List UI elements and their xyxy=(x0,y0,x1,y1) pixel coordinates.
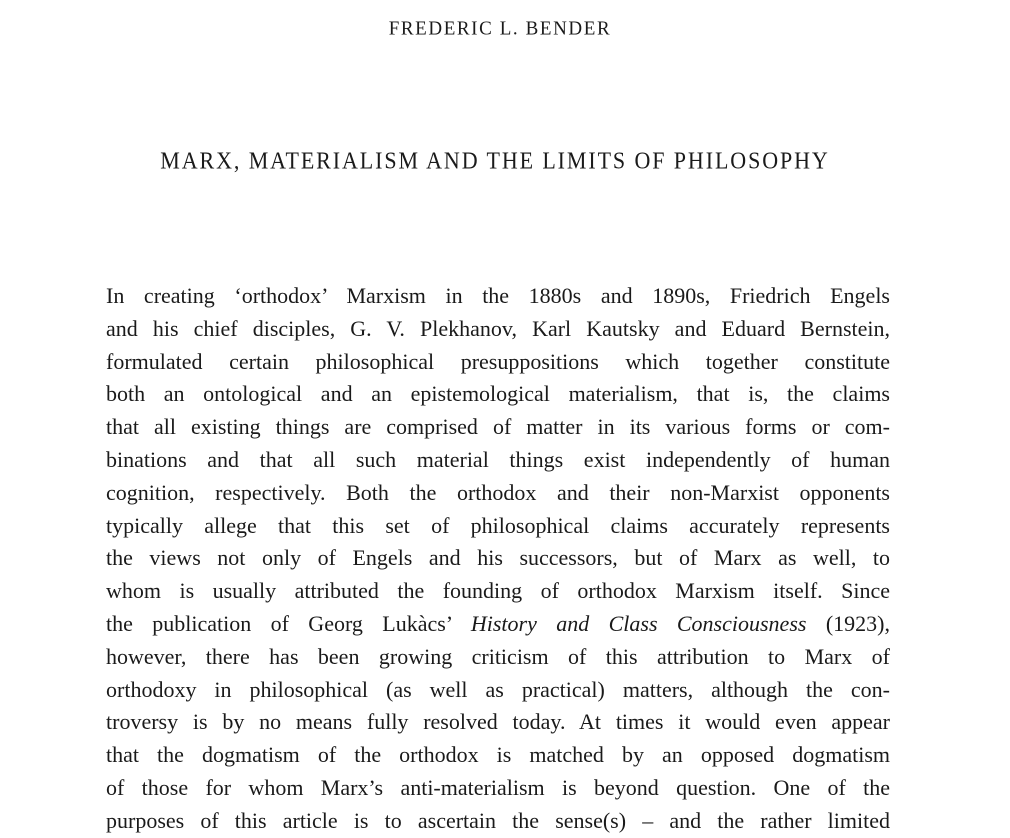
body-line: and his chief disciples, G. V. Plekhanov, Karl Kautsky and Eduard Bernstein, xyxy=(106,315,890,341)
body-line: that all existing things are comprised of matter in its various forms or com- xyxy=(106,414,890,440)
body-line: both an ontological and an epistemological materialism, that is, the claims xyxy=(106,381,890,407)
body-line: typically allege that this set of philosophical claims accurately represents xyxy=(106,512,890,538)
author-name: FREDERIC L. BENDER xyxy=(388,17,612,40)
body-line: however, there has been growing criticism of this attribution to Marx of xyxy=(106,643,890,669)
body-line: troversy is by no means fully resolved today. At times it would even appear xyxy=(106,709,890,735)
body-line: of those for whom Marx’s anti-materialism is beyond question. One of the xyxy=(106,774,890,800)
article-title: MARX, MATERIALISM AND THE LIMITS OF PHILOSOPHY xyxy=(160,146,830,174)
body-line: the views not only of Engels and his successors, but of Marx as well, to xyxy=(106,545,890,571)
body-line: whom is usually attributed the founding of orthodox Marxism itself. Since xyxy=(106,578,890,604)
body-line: binations and that all such material things exist independently of human xyxy=(106,446,890,472)
body-line-with-citation xyxy=(106,608,890,641)
body-line: formulated certain philosophical presuppositions which together constitute xyxy=(106,348,890,374)
body-line: that the dogmatism of the orthodox is matched by an opposed dogmatism xyxy=(106,742,890,768)
body-line: In creating ‘orthodox’ Marxism in the 1880s and 1890s, Friedrich Engels xyxy=(106,283,890,308)
line-text: (1923), xyxy=(806,610,890,636)
line-text: the publication of Georg Lukàcs’ xyxy=(106,610,471,636)
body-line: cognition, respectively. Both the orthodox and their non-Marxist opponents xyxy=(106,479,890,505)
book-title: History and Class Consciousness xyxy=(470,610,807,636)
article-body xyxy=(106,280,890,838)
body-line: purposes of this article is to ascertain the sense(s) – and the rather limited xyxy=(106,807,890,833)
body-line: orthodoxy in philosophical (as well as practical) matters, although the con- xyxy=(106,676,890,702)
